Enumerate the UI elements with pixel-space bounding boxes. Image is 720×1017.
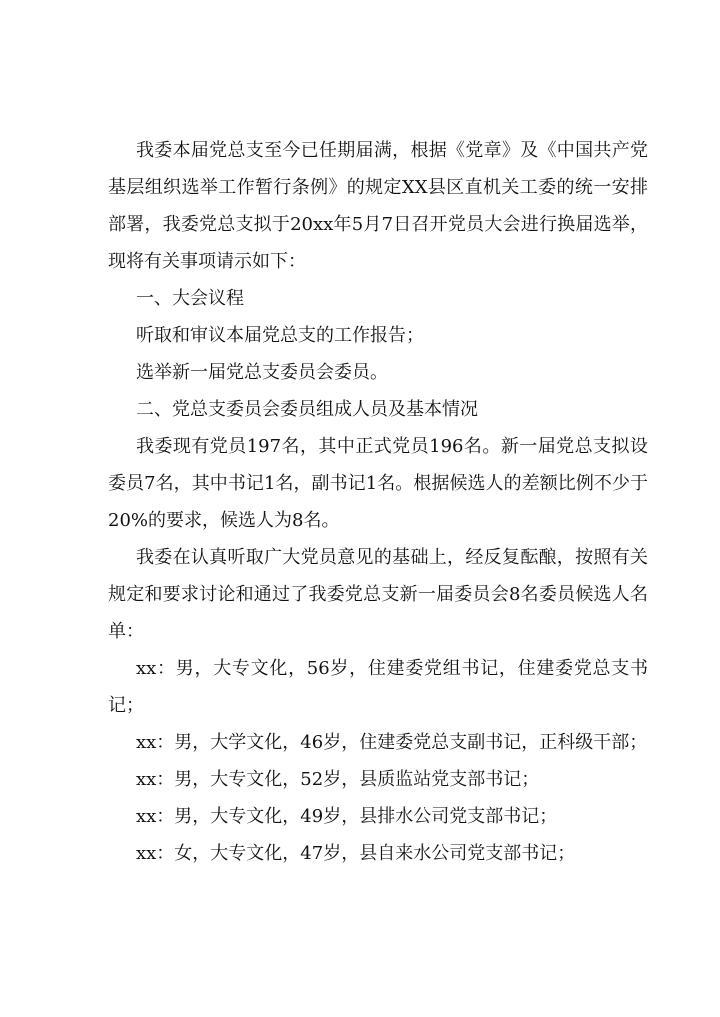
candidate-item: xx：男，大学文化，46岁，住建委党总支副书记，正科级干部；: [136, 732, 648, 753]
paragraph-candidates-intro: 我委在认真听取广大党员意见的基础上，经反复酝酿，按照有关规定和要求讨论和通过了我委党总支新一届委员会8名委员候选人名单：: [108, 547, 648, 642]
section-heading-members: 二、党总支委员会委员组成人员及基本情况: [136, 399, 478, 420]
candidate-item: xx：男，大专文化，49岁，县排水公司党支部书记；: [136, 806, 558, 827]
candidate-item: xx：男，大专文化，56岁，住建委党组书记，住建委党总支书记；: [108, 658, 648, 716]
agenda-item-election: 选举新一届党总支委员会委员。: [136, 362, 388, 383]
candidate-item: xx：男，大专文化，52岁，县质监站党支部书记；: [136, 769, 540, 790]
candidate-item: xx：女，大专文化，47岁，县自来水公司党支部书记；: [136, 843, 576, 864]
agenda-item-report: 听取和审议本届党总支的工作报告；: [136, 325, 424, 346]
paragraph-membership: 我委现有党员197名，其中正式党员196名。新一届党总支拟设委员7名，其中书记1名，副书记1名。根据候选人的差额比例不少于20%的要求，候选人为8名。: [108, 436, 648, 531]
paragraph-intro: 我委本届党总支至今已任期届满，根据《党章》及《中国共产党基层组织选举工作暂行条例》的规定XX县区直机关工委的统一安排部署，我委党总支拟于20xx年5月7日召开党员大会进行换届选举，现将有关事项请示如下：: [108, 140, 648, 272]
section-heading-agenda: 一、大会议程: [136, 288, 244, 309]
document-body: [108, 132, 648, 872]
